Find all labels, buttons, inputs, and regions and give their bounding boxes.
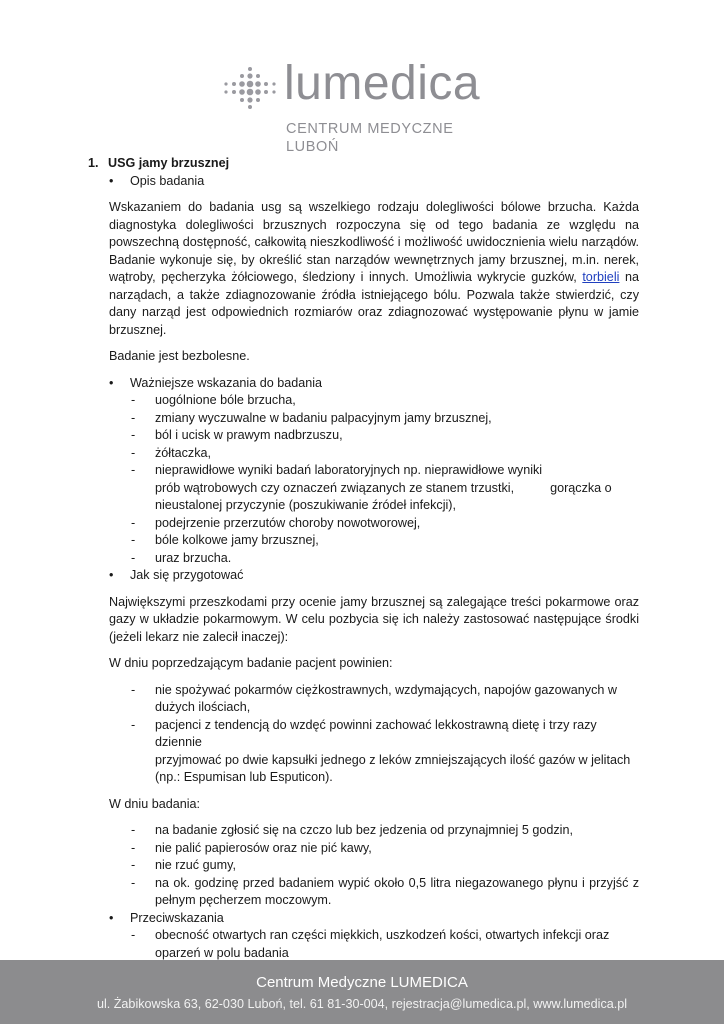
page-footer xyxy=(0,960,724,1024)
list-item: - żółtaczka, xyxy=(109,445,639,463)
logo-subtitle: CENTRUM MEDYCZNE LUBOŃ xyxy=(286,121,454,155)
paragraph-painless: Badanie jest bezbolesne. xyxy=(109,349,250,363)
list-item: - nie palić papierosów oraz nie pić kawy, xyxy=(109,840,639,858)
list-item: - nie rzuć gumy, xyxy=(109,857,639,875)
list-item: - na ok. godzinę przed badaniem wypić około 0,5 litra niegazowanego płynu i przyjść z pełnym pęcherzem moczowym. xyxy=(109,875,639,910)
document-body xyxy=(109,155,639,962)
bullet-indications: • Ważniejsze wskazania do badania xyxy=(109,375,639,393)
lumedica-logo xyxy=(222,57,492,155)
list-item: - na badanie zgłosić się na czczo lub bez jedzenia od przynajmniej 5 godzin, xyxy=(109,822,639,840)
list-item: - zmiany wyczuwalne w badaniu palpacyjnym jamy brzusznej, xyxy=(109,410,639,428)
list-item: - bóle kolkowe jamy brzusznej, xyxy=(109,532,639,550)
logo-wordmark: lumedica xyxy=(284,57,481,110)
paragraph-preparation: Największymi przeszkodami przy ocenie jamy brzusznej są zalegające treści pokarmowe oraz gazy w układzie pokarmowym. W celu pozbycia się ich należy zastosować następujące środki (jeżeli lekarz nie zalecił inaczej): xyxy=(109,594,639,644)
list-item: - uraz brzucha. xyxy=(109,550,639,568)
list-item: - ból i ucisk w prawym nadbrzuszu, xyxy=(109,427,639,445)
list-item: - pacjenci z tendencją do wzdęć powinni zachować lekkostrawną dietę i trzy razy dziennie przyjmować po dwie kapsułki jednego z leków zmniejszających ilość gazów w jelitach (np.: Espumisan lub Esputicon). xyxy=(109,717,639,787)
footer-address: ul. Żabikowska 63, 62-030 Luboń, tel. 61 81-30-004, rejestracja@lumedica.pl, www.lumedica.pl xyxy=(96,997,628,1011)
section-title: USG jamy brzusznej xyxy=(108,156,230,170)
list-item: - podejrzenie przerzutów choroby nowotworowej, xyxy=(109,515,639,533)
list-item: - nie spożywać pokarmów ciężkostrawnych, wzdymających, napojów gazowanych w dużych ilościach, xyxy=(109,682,639,717)
bullet-contraindications: • Przeciwskazania xyxy=(109,910,639,928)
paragraph-description: Wskazaniem do badania usg są wszelkiego rodzaju dolegliwości bólowe brzucha. Każda diagnostyka dolegliwości brzusznych rozpoczyna się od tego badania ze względu na powszechną dostępność, całkowitą nieszkodliwość i możliwość uwidocznienia wielu narządów. Badanie wykonuje się, by określić stan narządów wewnętrznych jamy brzusznej, m.in. nerek, wątroby, pęcherzyka żółciowego, śledziony i innych. Umożliwia wykrycie guzków, torbieli na narządach, a także zdiagnozowanie źródła istniejącego bólu. Pozwala także stwierdzić, czy dany narząd jest odpowiednich rozmiarów oraz zdiagnozować występowanie płynu w jamie brzusznej. xyxy=(109,200,639,337)
section-number: 1. xyxy=(88,156,99,170)
exam-day-label: W dniu badania: xyxy=(109,796,201,811)
list-item: - nieprawidłowe wyniki badań laboratoryjnych np. nieprawidłowe wyniki prób wątrobowych czy oznaczeń związanych ze stanem trzustki, gorączka o nieustalonej przyczynie (poszukiwanie źródeł infekcji), xyxy=(109,462,639,515)
torbieli-link[interactable]: torbieli xyxy=(582,270,620,284)
footer-title: Centrum Medyczne LUMEDICA xyxy=(256,974,468,991)
bullet-preparation: • Jak się przygotować xyxy=(109,567,639,585)
day-before-label: W dniu poprzedzającym badanie pacjent powinien: xyxy=(109,656,393,670)
list-item: - uogólnione bóle brzucha, xyxy=(109,392,639,410)
bullet-opis: • Opis badania xyxy=(109,173,639,191)
logo-dots-icon xyxy=(222,66,280,114)
list-item: - obecność otwartych ran części miękkich, uszkodzeń kości, otwartych infekcji oraz oparzeń w polu badania xyxy=(109,927,639,962)
